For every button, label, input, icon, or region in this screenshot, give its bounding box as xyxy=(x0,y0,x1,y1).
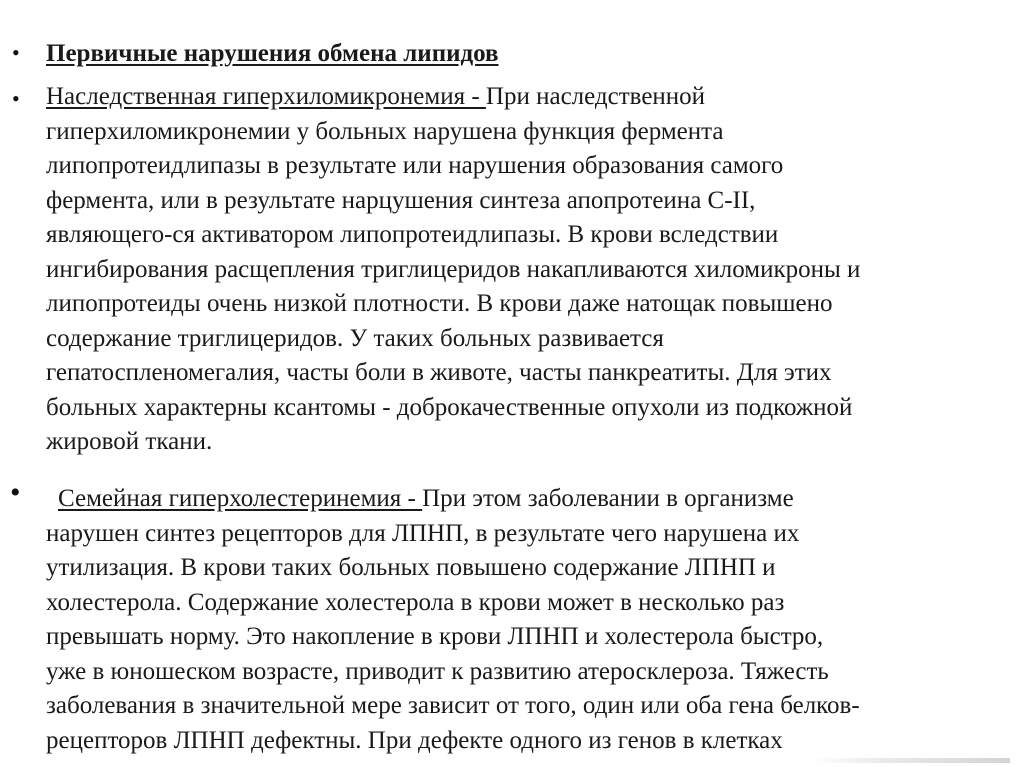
section-2-line: превышать норму. Это накопление в крови ЛПНП и холестерола быстро, xyxy=(46,623,824,650)
section-2-line: утилизация. В крови таких больных повышено содержание ЛПНП и xyxy=(46,554,776,581)
section-1-line: Наследственная гиперхиломикронемия - При наследственной xyxy=(46,83,706,110)
bullet-heading: • xyxy=(12,40,20,65)
section-1-line: липопротеидлипазы в результате или нарушения образования самого xyxy=(46,152,784,179)
bullet-section-1: • xyxy=(12,86,20,111)
heading xyxy=(46,37,499,72)
section-1-line: липопротеиды очень низкой плотности. В крови даже натощак повышено xyxy=(46,290,833,317)
section-2-paragraph xyxy=(46,482,860,758)
section-1-line: гиперхиломикронемии у больных нарушена функция фермента xyxy=(46,117,724,145)
section-2-line: рецепторов ЛПНП дефектны. При дефекте одного из генов в клетках xyxy=(46,726,783,754)
section-1-paragraph xyxy=(46,80,860,460)
section-1-line: содержание триглицеридов. У таких больных развивается xyxy=(46,324,664,352)
section-2-term: Семейная гиперхолестеринемия - xyxy=(58,485,423,512)
section-2-line: нарушен синтез рецепторов для ЛПНП, в результате чего нарушена их xyxy=(46,519,800,547)
section-1-line: жировой ткани. xyxy=(46,428,213,455)
section-1-term: Наследственная гиперхиломикронемия - xyxy=(46,83,486,110)
scan-artifact xyxy=(810,758,1010,763)
heading-text: Первичные нарушения обмена липидов xyxy=(46,40,499,67)
section-2-line: Семейная гиперхолестеринемия - При этом заболевании в организме xyxy=(58,485,794,512)
section-1-line: больных характерны ксантомы - доброкачественные опухоли из подкожной xyxy=(46,393,853,421)
section-1-line: гепатоспленомегалия, часты боли в животе, часты панкреатиты. Для этих xyxy=(46,359,832,386)
section-1-line: ингибирования расщепления триглицеридов накапливаются хиломикроны и xyxy=(46,255,861,283)
section-2-line: холестерола. Содержание холестерола в крови может в несколько раз xyxy=(46,588,785,616)
section-2-line: заболевания в значительной мере зависит от того, один или оба гена белков- xyxy=(46,692,860,719)
section-1-line: фермента, или в результате нарцушения синтеза апопротеина С-II, xyxy=(46,186,756,214)
section-2-line: уже в юношеском возрасте, приводит к развитию атеросклероза. Тяжесть xyxy=(46,657,829,685)
section-1-line: являющего-ся активатором липопротеидлипазы. В крови вследствии xyxy=(46,221,779,248)
bullet-section-2: • xyxy=(10,476,21,509)
